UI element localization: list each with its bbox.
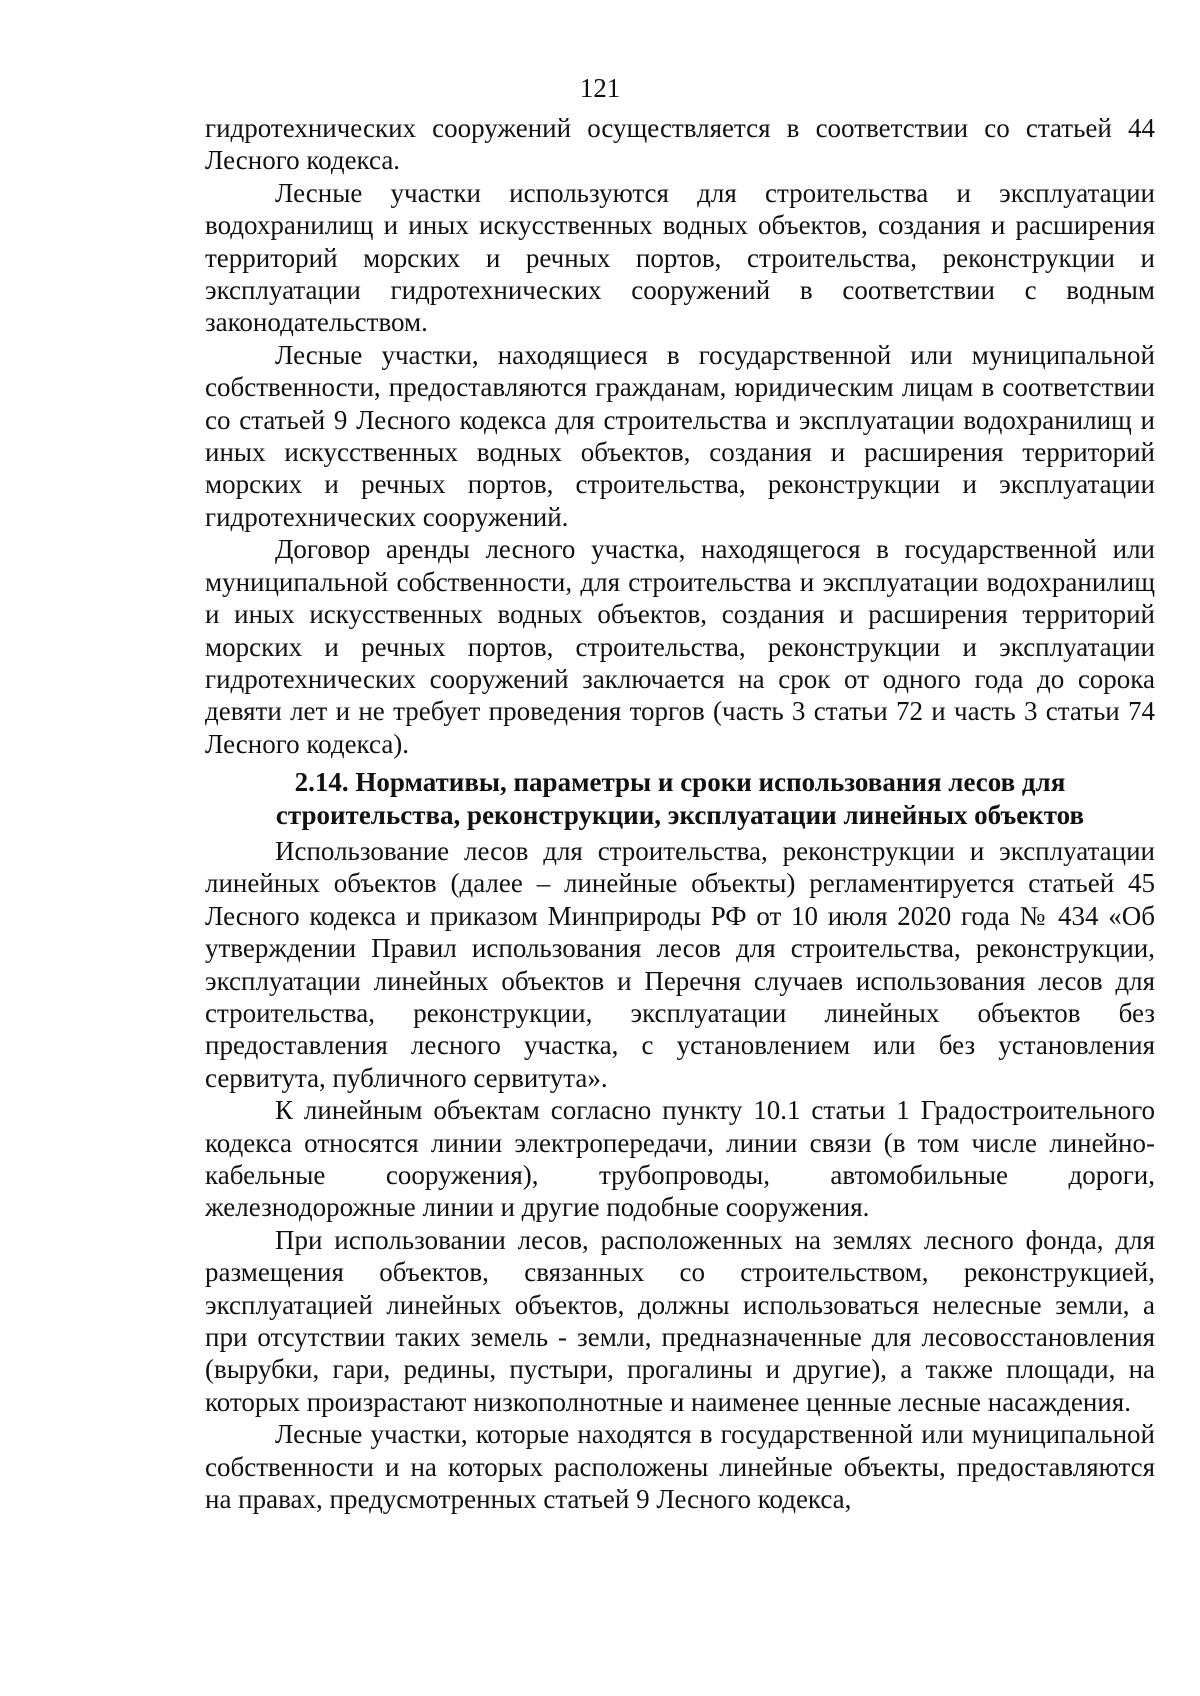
paragraph: Лесные участки используются для строительства и эксплуатации водохранилищ и иных искусственных водных объектов, создания и расширения территорий морских и речных портов, строительства, реконструкции и эксплуатации гидротехнических сооружений в соответствии с водным законодательством. — [205, 177, 1155, 338]
paragraph: К линейным объектам согласно пункту 10.1 статьи 1 Градостроительного кодекса относятся линии электропередачи, линии связи (в том числе линейно-кабельные сооружения), трубопроводы, автомобильные дороги, железнодорожные линии и другие подобные сооружения. — [205, 1095, 1155, 1223]
paragraph-continuation: гидротехнических сооружений осуществляется в соответствии со статьей 44 Лесного кодекса. — [205, 113, 1155, 176]
page-number: 121 — [579, 73, 621, 103]
paragraph: При использовании лесов, расположенных на землях лесного фонда, для размещения объектов, связанных со строительством, реконструкцией, эксплуатацией линейных объектов, должны использоваться нелесные земли, а при отсутствии таких земель - земли, предназначенные для лесовосстановления (вырубки, гари, редины, пустыри, прогалины и другие), а также площади, на которых произрастают низкополнотные и наименее ценные лесные насаждения. — [205, 1224, 1155, 1417]
paragraph: Лесные участки, которые находятся в государственной или муниципальной собственности и на которых расположены линейные объекты, предоставляются на правах, предусмотренных статьей 9 Лесного кодекса, — [205, 1419, 1155, 1515]
paragraph: Договор аренды лесного участка, находящегося в государственной или муниципальной собственности, для строительства и эксплуатации водохранилищ и иных искусственных водных объектов, создания и расширения территорий морских и речных портов, строительства, реконструкции и эксплуатации гидротехнических сооружений заключается на срок от одного года до сорока девяти лет и не требует проведения торгов (часть 3 статьи 72 и часть 3 статьи 74 Лесного кодекса). — [205, 534, 1155, 759]
paragraph: Использование лесов для строительства, реконструкции и эксплуатации линейных объектов (далее – линейные объекты) регламентируется статьей 45 Лесного кодекса и приказом Минприроды РФ от 10 июля 2020 года № 434 «Об утверждении Правил использования лесов для строительства, реконструкции, эксплуатации линейных объектов и Перечня случаев использования лесов для строительства, реконструкции, эксплуатации линейных объектов без предоставления лесного участка, с установлением или без установления сервитута, публичного сервитута». — [205, 835, 1155, 1093]
section-heading: 2.14. Нормативы, параметры и сроки использования лесов для строительства, реконструкции, эксплуатации линейных объектов — [275, 767, 1085, 830]
page-content — [205, 112, 1155, 1515]
paragraph: Лесные участки, находящиеся в государственной или муниципальной собственности, предоставляются гражданам, юридическим лицам в соответствии со статьей 9 Лесного кодекса для строительства и эксплуатации водохранилищ и иных искусственных водных объектов, создания и расширения территорий морских и речных портов, строительства, реконструкции и эксплуатации гидротехнических сооружений. — [205, 339, 1155, 532]
